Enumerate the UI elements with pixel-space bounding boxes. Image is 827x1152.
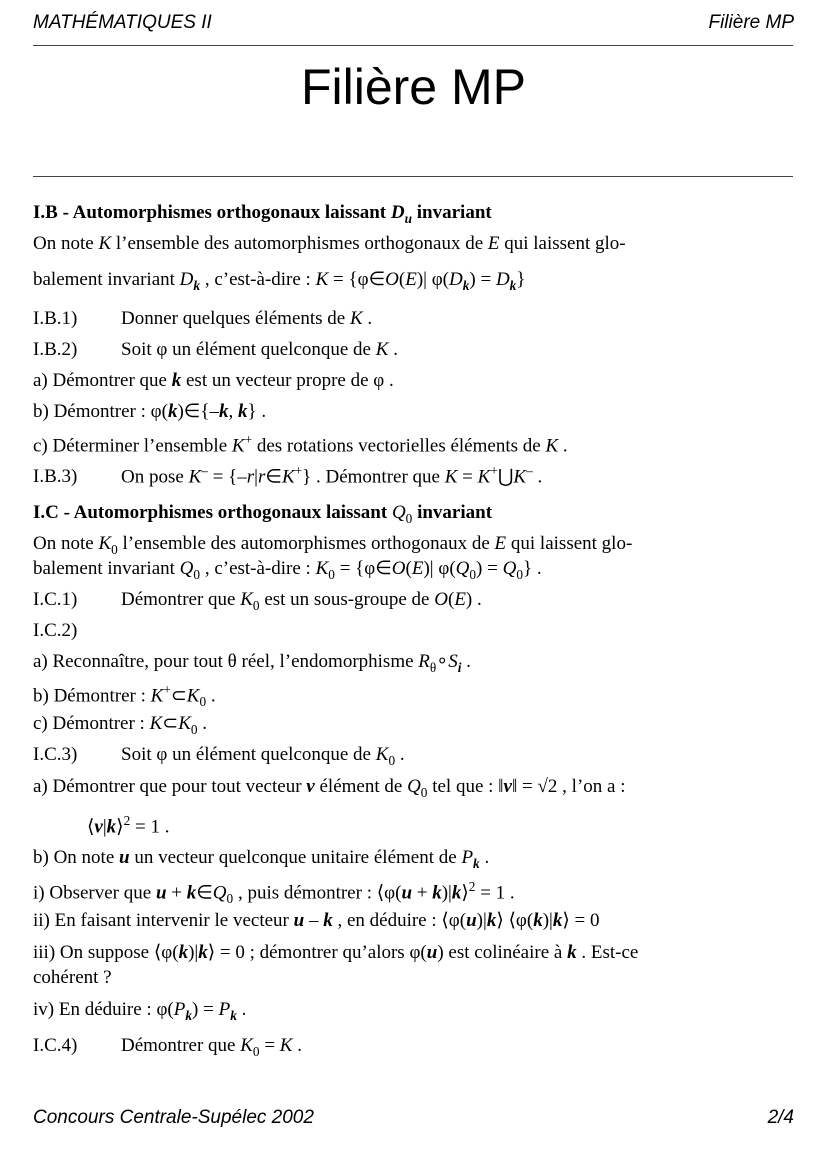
question-IC2b: b) Démontrer : $K^+\subset K_0$ . [33, 682, 216, 710]
footer-page-number: 2/4 [767, 1107, 794, 1128]
question-IC2c: c) Démontrer : $K\subset K_0$ . [33, 713, 208, 737]
question-IC3iv: iv) En déduire : $\varphi(P_k) = P_k$ . [33, 999, 247, 1023]
paragraph-line: On note K l’ensemble des automorphismes orthogonaux de E qui laissent glo- [33, 233, 626, 254]
header-rule [33, 45, 793, 46]
question-IC3iii: iii) On suppose ⟨φ(k)|k⟩ = 0 ; démontrer qu’alors φ(u) est colinéaire à k . Est-ce [33, 942, 639, 963]
question-IB2b: b) Démontrer : φ(k)∈{–k, k} . [33, 401, 267, 422]
question-IC2a: a) Reconnaître, pour tout θ réel, l’endomorphisme $R_\theta\circ S_i$ . [33, 651, 471, 675]
equation-line: ⟨v|k⟩$^2$ = 1 . [87, 813, 170, 838]
question-IC4: I.C.4) Démontrer que $K_0 = K$ . [33, 1035, 302, 1059]
title-rule [33, 176, 793, 177]
question-IC3ii: ii) En faisant intervenir le vecteur u – k , en déduire : ⟨φ(u)|k⟩ ⟨φ(k)|k⟩ = 0 [33, 910, 600, 931]
paragraph-line: cohérent ? [33, 967, 112, 988]
page-title: Filière MP [300, 59, 527, 115]
header-track: Filière MP [708, 12, 794, 33]
paragraph-line: balement invariant $D_k$ , c’est-à-dire : K = {φ∈O(E)| $\varphi(D_k) = D_k$} [33, 269, 526, 293]
question-IC3b: b) On note u un vecteur quelconque unitaire élément de $P_k$ . [33, 847, 490, 871]
question-IB3: I.B.3) On pose K– = {–r|r∈K+} . Démontrer que K = K+⋃K– . [33, 463, 543, 488]
question-IB2a: a) Démontrer que k est un vecteur propre de φ . [33, 370, 394, 391]
question-IB1: I.B.1) Donner quelques éléments de K . [33, 308, 373, 329]
question-IC2: I.C.2) [33, 620, 78, 641]
question-IC3a: a) Démontrer que pour tout vecteur v élément de $Q_0$ tel que : ‖v‖ = √2 , l’on a : [33, 776, 626, 800]
footer-contest: Concours Centrale-Supélec 2002 [33, 1107, 314, 1128]
question-IC1: I.C.1) Démontrer que $K_0$ est un sous-groupe de O(E) . [33, 589, 482, 613]
question-IB2c: c) Déterminer l’ensemble K+ des rotations vectorielles éléments de K . [33, 432, 568, 457]
section-heading-IC: I.C - Automorphismes orthogonaux laissant $Q_0$ invariant [33, 502, 493, 526]
question-IB2: I.B.2) Soit φ un élément quelconque de K . [33, 339, 398, 360]
section-heading-IB: I.B - Automorphismes orthogonaux laissant $D_u$ invariant [33, 202, 492, 226]
paragraph-line: On note $K_0$ l’ensemble des automorphismes orthogonaux de E qui laissent glo- [33, 533, 633, 557]
question-IC3: I.C.3) Soit φ un élément quelconque de $K_0$ . [33, 744, 405, 768]
paragraph-line: balement invariant $Q_0$ , c’est-à-dire : $K_0$ = {φ∈O(E)| $\varphi(Q_0) = Q_0$} . [33, 558, 542, 582]
header-subject: MATHÉMATIQUES II [33, 12, 212, 33]
question-IC3i: i) Observer que $u + k\in Q_0$ , puis démontrer : ⟨φ(u + k)|k⟩$^2$ = 1 . [33, 879, 515, 907]
